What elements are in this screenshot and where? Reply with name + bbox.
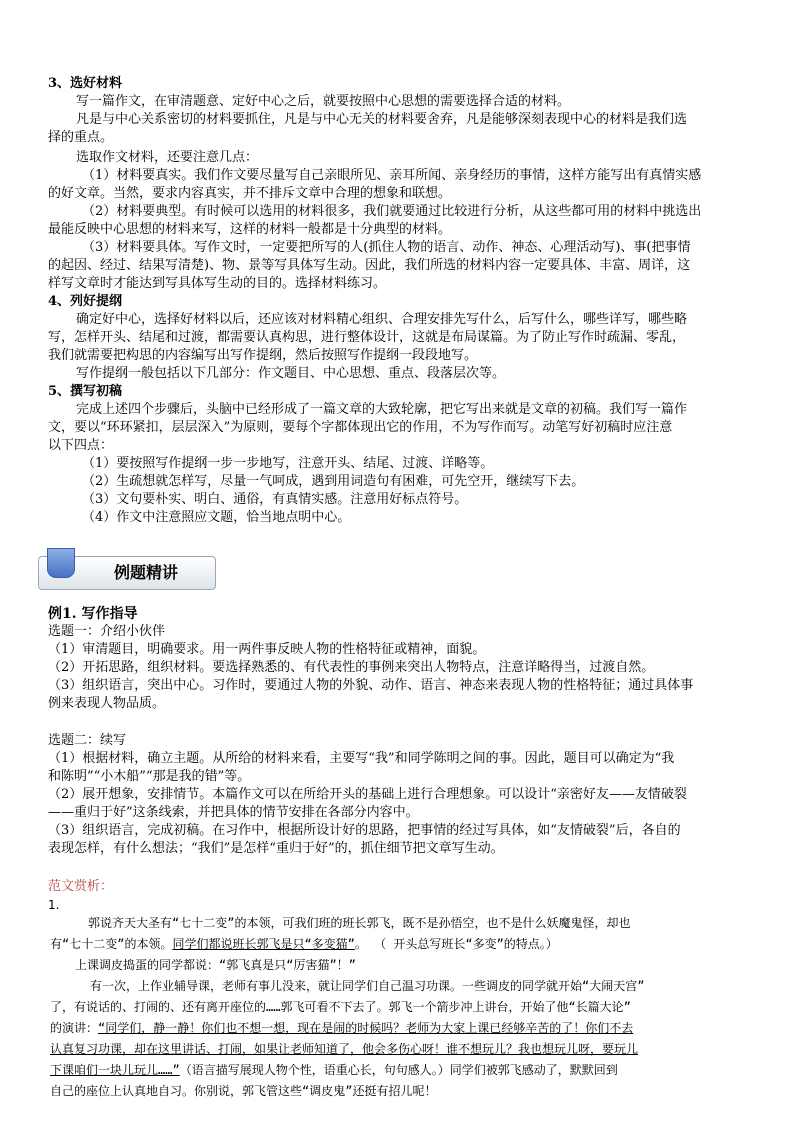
section-5-item: （3）文句要朴实、明白、通俗，有真情实感。注意用好标点符号。 [82, 492, 468, 507]
essay-underlined-text: 下课咱们一块儿玩儿……” [50, 1063, 180, 1077]
section-5-paragraph: 完成上述四个步骤后，头脑中已经形成了一篇文章的大致轮廓，把它写出来就是文章的初稿。我们写一篇作 [76, 402, 688, 417]
section-3-heading: 3、选好材料 [48, 76, 123, 91]
section-3-item: （2）材料要典型。有时候可以选用的材料很多，我们就要通过比较进行分析，从这些都可用的材料中挑选出 [82, 204, 702, 219]
section-5-paragraph: 文，要以“环环紧扣，层层深入”为原则，要每个字都体现出它的作用，不为写作而写。动笔写好初稿时应注意 [48, 420, 673, 435]
essay-text: 有“七十二变”的本领。 [50, 937, 173, 951]
section-3-item: 样写文章时才能达到写具体写生动的目的。选择材料练习。 [48, 276, 387, 291]
section-3-item: 最能反映中心思想的材料来写，这样的材料一般都是十分典型的材料。 [48, 222, 452, 237]
section-5-item: （4）作文中注意照应文题，恰当地点明中心。 [82, 510, 351, 525]
essay-text: 的演讲： [50, 1021, 99, 1035]
section-5-heading: 5、撰写初稿 [48, 384, 123, 399]
section-4-paragraph: 确定好中心，选择好材料以后，还应该对材料精心组织、合理安排先写什么，后写什么，哪些详写，哪些略 [76, 312, 688, 327]
topic-1-item: 例来表现人物品质。 [48, 696, 166, 711]
section-5-paragraph: 以下四点： [48, 438, 114, 453]
topic-1-item: （3）组织语言，突出中心。习作时，要通过人物的外貌、动作、语言、神态来表现人物的性格特征；通过具体事 [48, 678, 694, 693]
section-4-paragraph: 写作提纲一般包括以下几部分：作文题目、中心思想、重点、段落层次等。 [76, 366, 506, 381]
essay-line: 自己的座位上认真地自习。你别说，郭飞管这些“调皮鬼”还挺有招儿呢！ [50, 1084, 437, 1098]
topic-1-title: 选题一：介绍小伙伴 [48, 624, 166, 639]
section-3-item: 的好文章。当然，要求内容真实，并不排斥文章中合理的想象和联想。 [48, 186, 452, 201]
section-3-item: （3）材料要具体。写作文时，一定要把所写的人(抓住人物的语言、动作、神态、心理活动写)、事(把事情 [82, 240, 691, 255]
essay-comment: （语言描写展现人物个性，语重心长，句句感人。）同学们被郭飞感动了，默默回到 [179, 1063, 618, 1077]
essay-line: 了，有说话的、打闹的、还有离开座位的……郭飞可看不下去了。郭飞一个箭步冲上讲台，开始了他“长篇大论” [50, 1000, 631, 1014]
section-3-paragraph: 写一篇作文，在审清题意、定好中心之后，就要按照中心思想的需要选择合适的材料。 [76, 94, 571, 109]
essay-underlined-line: 认真复习功课，却在这里讲话、打闹，如果让老师知道了，他会多伤心呀！谁不想玩儿？我也想玩儿呀，要玩儿 [50, 1042, 639, 1056]
essay-line [50, 1060, 618, 1081]
model-essay-number: 1. [48, 898, 60, 912]
section-5-item: （2）生疏想就怎样写，尽量一气呵成，遇到用词造句有困难，可先空开，继续写下去。 [82, 474, 585, 489]
topic-2-title: 选题二：续写 [48, 733, 127, 748]
model-essay-label: 范文赏析： [48, 879, 114, 894]
topic-2-item: （1）根据材料，确立主题。从所给的材料来看，主要写“我”和同学陈明之间的事。因此，题目可以确定为“我 [48, 751, 675, 766]
section-4-paragraph: 写，怎样开头、结尾和过渡，都需要认真构思，进行整体设计，这就是布局谋篇。为了防止写作时疏漏、零乱， [48, 330, 686, 345]
essay-line: 郭说齐天大圣有“七十二变”的本领，可我们班的班长郭飞，既不是孙悟空，也不是什么妖魔鬼怪，却也 [88, 916, 631, 930]
essay-line [50, 1018, 633, 1039]
topic-2-item: 和陈明”“小木船”“那是我的错”等。 [48, 769, 251, 784]
topic-2-item: ——重归于好”这条线索，并把具体的情节安排在各部分内容中。 [48, 805, 419, 820]
example-title: 例1. 写作指导 [48, 606, 138, 622]
bookmark-tab-icon [47, 548, 75, 578]
essay-line: 有一次，上作业辅导课，老师有事儿没来，就让同学们自己温习功课。一些调皮的同学就开始“大闹天宫” [90, 979, 645, 993]
section-3-paragraph: 择的重点。 [48, 130, 114, 145]
topic-1-item: （2）开拓思路，组织材料。要选择熟悉的、有代表性的事例来突出人物特点，注意详略得当，过渡自然。 [48, 660, 655, 675]
banner-title: 例题精讲 [114, 563, 179, 582]
section-3-item: （1）材料要真实。我们作文要尽量写自己亲眼所见、亲耳所闻、亲身经历的事情，这样方能写出有真情实感 [82, 168, 702, 183]
topic-2-item: （3）组织语言，完成初稿。在习作中，根据所设计好的思路，把事情的经过写具体，如“友情破裂”后，各自的 [48, 823, 681, 838]
essay-line [50, 934, 558, 955]
topic-2-item: （2）展开想象，安排情节。本篇作文可以在所给开头的基础上进行合理想象。可以设计“亲密好友——友情破裂 [48, 787, 687, 802]
section-5-item: （1）要按照写作提纲一步一步地写，注意开头、结尾、过渡、详略等。 [82, 456, 494, 471]
essay-underlined-text: “同学们，静一静！你们也不想一想，现在是闹的时候吗？老师为大家上课已经够辛苦的了！你们不去 [98, 1021, 634, 1035]
section-4-paragraph: 我们就需要把构思的内容编写出写作提纲，然后按照写作提纲一段段地写。 [48, 348, 478, 363]
essay-line: 上课调皮捣蛋的同学都说：“郭飞真是只“厉害猫”！” [75, 958, 356, 972]
section-3-paragraph: 凡是与中心关系密切的材料要抓住，凡是与中心无关的材料要舍弃，凡是能够深刻表现中心的材料是我们选 [76, 112, 688, 127]
section-3-paragraph: 选取作文材料，还要注意几点： [76, 150, 259, 165]
topic-1-item: （1）审清题目，明确要求。用一两件事反映人物的性格特征或精神，面貌。 [48, 642, 486, 657]
section-3-item: 的起因、经过、结果写清楚)、物、景等写具体写生动。因此，我们所选的材料内容一定要具体、丰富、周详，这 [48, 258, 691, 273]
essay-underlined-text: 同学们都说班长郭飞是只“多变猫” [172, 937, 355, 951]
topic-2-item: 表现怎样，有什么想法；“我们”是怎样“重归于好”的，抓住细节把文章写生动。 [48, 841, 504, 856]
essay-comment: 。 （ 开头总写班长“多变”的特点。） [354, 937, 558, 951]
section-4-heading: 4、列好提纲 [48, 294, 123, 309]
